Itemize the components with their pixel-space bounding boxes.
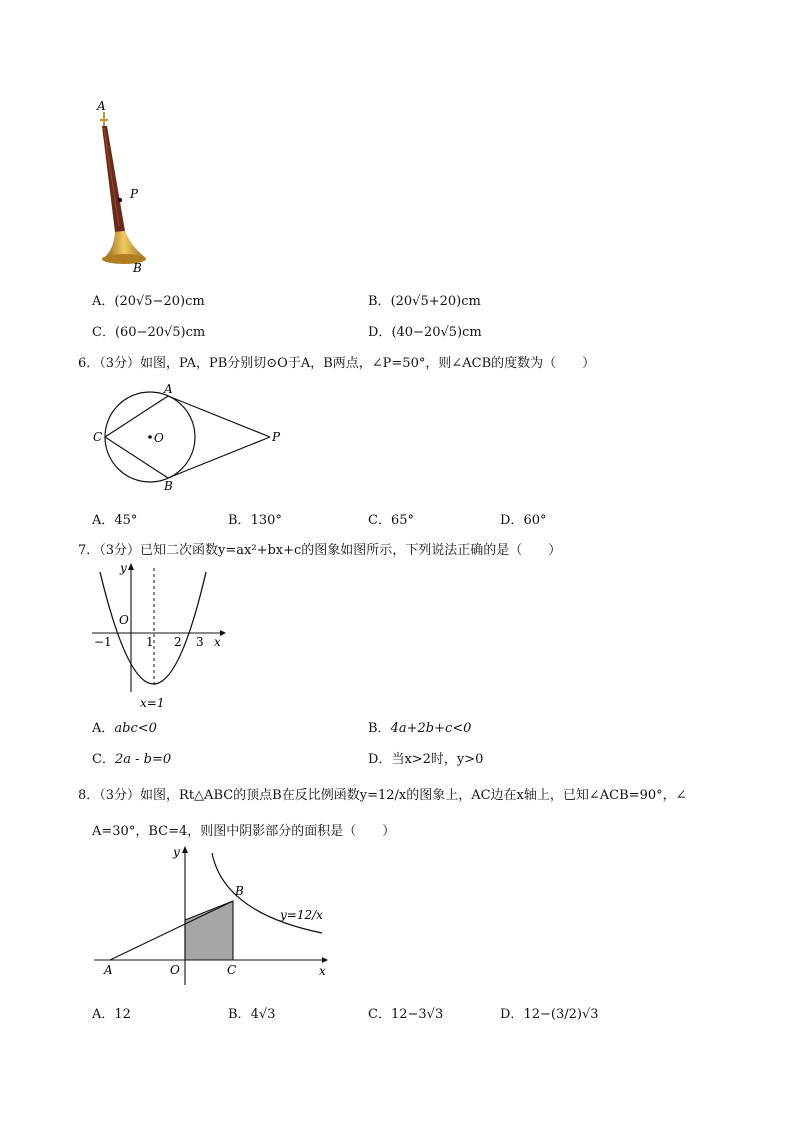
option-letter: D．	[368, 752, 392, 767]
option-letter: C．	[92, 325, 115, 340]
option-letter: B．	[228, 513, 251, 528]
label-p: P	[130, 187, 139, 201]
option-text: 45°	[114, 513, 138, 528]
option-letter: C．	[368, 513, 391, 528]
option-letter: A．	[92, 1007, 115, 1022]
tick-2: 2	[174, 635, 182, 649]
q8-option-c[interactable]	[368, 1003, 443, 1022]
option-text: 130°	[250, 513, 282, 528]
option-letter: C．	[92, 752, 115, 767]
q7-option-d[interactable]	[368, 748, 483, 767]
q8-stem-line-2: A=30°，BC=4，则图中阴影部分的面积是（ ）	[92, 824, 396, 839]
label-o: O	[170, 963, 180, 977]
label-x: x	[319, 964, 326, 978]
option-text: 4a+2b+c<0	[390, 721, 472, 736]
tick-1: 1	[146, 635, 154, 649]
option-text: (40−20√5)cm	[391, 325, 482, 340]
option-letter: C．	[368, 1007, 391, 1022]
tick-minus-1: −1	[94, 635, 112, 649]
option-letter: A．	[92, 294, 115, 309]
option-text: 12−(3/2)√3	[523, 1007, 599, 1022]
q7-stem: 7．（3分）已知二次函数y=ax²+bx+c的图象如图所示，下列说法正确的是（ ）	[78, 543, 562, 558]
q8-option-d[interactable]	[500, 1003, 599, 1022]
q5-option-b[interactable]	[368, 290, 481, 309]
label-x: x	[214, 635, 221, 649]
option-text: 65°	[390, 513, 414, 528]
q8-option-a[interactable]	[92, 1003, 131, 1022]
label-a: A	[164, 382, 173, 396]
option-letter: D．	[500, 513, 524, 528]
q5-option-c[interactable]	[92, 321, 205, 340]
option-text: 12−3√3	[390, 1007, 444, 1022]
option-text: 4√3	[250, 1007, 276, 1022]
label-b: B	[164, 479, 173, 493]
option-text: abc<0	[114, 721, 157, 736]
q6-option-a[interactable]	[92, 509, 137, 528]
q7-option-b[interactable]	[368, 717, 471, 736]
label-y: y	[120, 561, 127, 575]
q6-option-c[interactable]	[368, 509, 414, 528]
q6-option-d[interactable]	[500, 509, 546, 528]
q7-option-c[interactable]	[92, 748, 171, 767]
option-text: (20√5+20)cm	[390, 294, 481, 309]
option-text: 12	[114, 1007, 131, 1022]
label-c: C	[227, 963, 237, 977]
q8-stem-line-1: 8．（3分）如图，Rt△ABC的顶点B在反比例函数y=12/x的图象上，AC边在x轴上，已知∠ACB=90°，∠	[78, 788, 687, 803]
q5-option-a[interactable]	[92, 290, 205, 309]
q6-option-b[interactable]	[228, 509, 282, 528]
option-letter: D．	[368, 325, 392, 340]
q8-hyperbola-figure	[90, 843, 340, 988]
option-text: (20√5−20)cm	[114, 294, 205, 309]
option-letter: B．	[228, 1007, 251, 1022]
label-o: O	[154, 431, 164, 445]
option-letter: D．	[500, 1007, 524, 1022]
option-text: 60°	[523, 513, 547, 528]
option-letter: A．	[92, 513, 115, 528]
label-y: y	[173, 845, 180, 859]
q6-stem: 6．（3分）如图，PA，PB分别切⊙O于A，B两点，∠P=50°，则∠ACB的度数为（ ）	[78, 356, 596, 371]
option-text: 2a - b=0	[114, 752, 172, 767]
label-p: P	[272, 430, 281, 444]
q6-circle-figure	[88, 380, 288, 495]
q7-option-a[interactable]	[92, 717, 157, 736]
label-a: A	[104, 963, 113, 977]
curve-label: y=12/x	[280, 908, 323, 922]
label-b: B	[235, 884, 244, 898]
option-text: 当x>2时，y>0	[391, 752, 484, 767]
suona-figure	[88, 96, 168, 276]
label-b: B	[133, 261, 142, 275]
option-letter: A．	[92, 721, 115, 736]
tick-3: 3	[196, 635, 204, 649]
option-letter: B．	[368, 721, 391, 736]
option-letter: B．	[368, 294, 391, 309]
q5-option-d[interactable]	[368, 321, 482, 340]
option-text: (60−20√5)cm	[114, 325, 206, 340]
q8-option-b[interactable]	[228, 1003, 275, 1022]
label-c: C	[93, 430, 103, 444]
label-o: O	[119, 613, 129, 627]
q7-parabola-figure	[90, 560, 230, 710]
symmetry-axis-label: x=1	[140, 696, 165, 710]
label-a: A	[97, 99, 106, 113]
